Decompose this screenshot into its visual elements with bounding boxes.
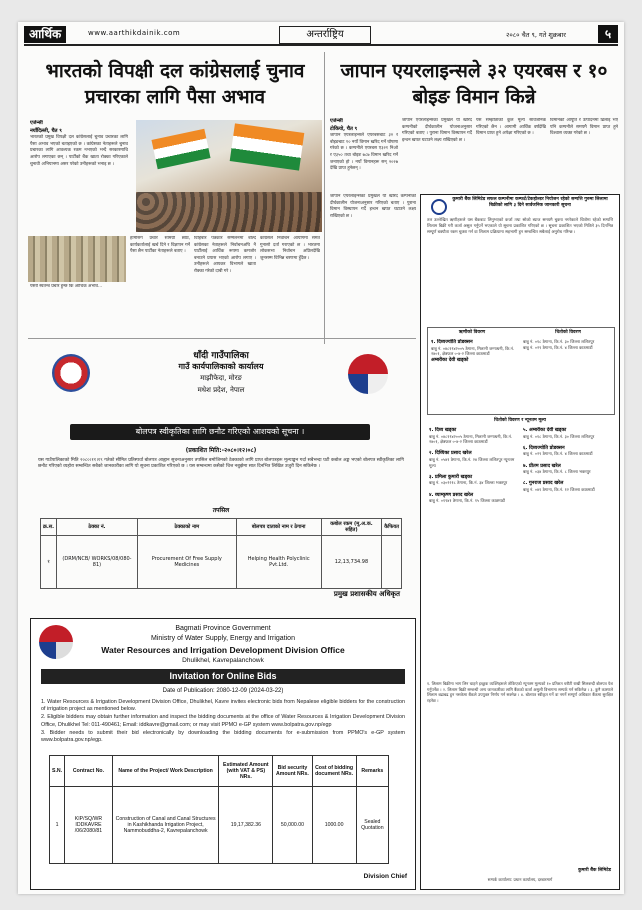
issue-date: २०८० चैत ९, गते शुक्रबार [506, 31, 566, 39]
notice-online-bids [30, 618, 416, 890]
office-name: Water Resources and Irrigation Development Division Office [101, 645, 345, 655]
notice-terms: १. लिलाम बिक्रीमा भाग लिन चाहने इच्छुक व्यक्तिहरूले तोकिएको न्यूनतम मूल्यको १० प्रतिशत धरौटी राखी सिलबन्दी बोलपत्र पेश गर्नुपर्नेछ । २. लिलाम बिक्री सम्बन्धी अन्य जानकारीका लागि बैंकको कर्जा असुली विभागमा सम्पर्क गर्न सकिनेछ । ३. कुनै कारणले लिलाम बढाबढ हुन नसकेमा बैंकले उपयुक्त निर्णय गर्न सक्नेछ । ४. बोलपत्र स्वीकृत गर्ने वा नगर्ने सम्पूर्ण अधिकार बैंकमा सुरक्षित रहनेछ । [427, 681, 613, 703]
table-caption: तपसिल [212, 507, 230, 514]
headline-japan-airlines: जापान एयरलाइन्सले ३२ एयरबस र १० बोइङ विमान किन्ने [340, 60, 608, 108]
list-item-detail: बाबु नं. ०३०२२१८ ठेगाना, कि.नं. ३४ जिल्ला भक्तपुर [429, 480, 508, 486]
table-cell: 50,000.00 [273, 787, 312, 864]
collateral-text [523, 339, 609, 409]
table-cell: Helping Health Polyclinic Pvt.Ltd. [236, 536, 321, 589]
borrower-name: १. दिव्यज्योति प्रोडक्सन [431, 340, 473, 345]
govt-name: Bagmati Province Government [175, 625, 271, 632]
collateral-list-right [523, 427, 613, 675]
borrower-name: अम्बरीका देवी खड्को [431, 357, 469, 363]
flag-shape [230, 123, 305, 170]
instruction-item: 1. Water Resources & Irrigation Development Division Office, Dhulikhel, Kavre invites electronic bids from Nepalese eligible bidders for the construction of irrigation project as mentioned below. [41, 699, 405, 713]
section-name: अन्तर्राष्ट्रिय [279, 26, 371, 44]
list-item-title: ६. दिव्यज्योति प्रोडक्सन [523, 445, 565, 451]
story-congress-col2: हामीसँग प्रचार सामग्री छाप्ने, कार्यकर्तालाई खर्च दिने र विज्ञापन गर्ने पैसा छैन पार्टीका नेताहरूले बताए । [130, 236, 190, 255]
congress-rally-photo [136, 120, 322, 232]
list-item-detail: बाबु नं. ०५४१ ठेगाना, कि.नं. २४ जिल्ला ललितपुर न्यूनतम मूल्य [429, 456, 515, 468]
photo-caption: यस्तो स्वतन्त्र प्रचार हुन्छ कि आर्थिक अभाव... [30, 284, 103, 289]
table-cell [382, 536, 402, 589]
table-cell: १ [41, 536, 57, 589]
notice-banner: बोलपत्र स्वीकृतिका लागि छनौट गरिएको आशयको सूचना । [70, 424, 370, 440]
column-header: ठेक्का नं. [57, 519, 138, 536]
story-text: भारतको प्रमुख विपक्षी दल कांग्रेसलाई चुनाव प्रचारका लागि पैसा अभाव भएको बताइएको छ । कांग्रेसका नेताहरूले चुनाव प्रचारका लागि आवश्यक रकम नभएको भन्दै सरकारमाथि आरोप लगाएका छन् । पार्टीको बैंक खाता रोक्का गरिएकाले चुनावी अभियानमा असर परेको उनीहरूको भनाइ छ । [30, 135, 128, 167]
contract-table [40, 518, 402, 589]
borrower-text [431, 339, 517, 409]
notice-body: तल उल्लेखित ऋणीहरूले यस बैंकबाट लिनुभएको कर्जा तथा सोको ब्याज समयमै चुक्ता नगरेकाले धितोमा रहेको सम्पत्ति लिलाम बिक्री गरी कर्जा असुल गर्नुपर्ने भएकाले यो सूचना प्रकाशित गरिएको छ । सूचना प्रकाशित भएको मितिले ३५ दिनभित्र सम्पूर्ण बक्यौता रकम चुक्ता गर्न वा लिलाम प्रक्रियामा सहभागी हुन सम्बन्धित सबैलाई अनुरोध गरिन्छ । [427, 217, 613, 234]
page-number: ५ [598, 25, 618, 43]
column-header: ठेक्काको नाम [137, 519, 236, 536]
story-jal-col3: यस सम्झौताको कुल मूल्य सार्वजनिक गरिएको छैन । आगामी आर्थिक वर्षदेखि विमान प्राप्त हुने अपेक्षा गरिएको छ । [476, 118, 546, 137]
org-name: धाँदी गाउँपालिका [193, 351, 249, 361]
notice-dhandi-municipality [30, 344, 412, 610]
column-header: Bid security Amount NRs. [273, 756, 312, 787]
instruction-item: 2. Eligible bidders may obtain further information and inspect the bidding documents at the office of Water Resources & Irrigation Development Division Office, Dhulikhel Tel: 011-490461; Email: iddkavre@gmail.com; or may visit PPMO e-GP system www.bolpatra.gov.np/egp [41, 714, 405, 728]
dateline: नयाँदिल्ली, चैत ९ [30, 127, 62, 134]
story-jal-col1 [330, 118, 398, 190]
bank-logo-icon [431, 199, 447, 215]
notice-bank-auction [420, 194, 620, 890]
column-header: क्र.स. [41, 519, 57, 536]
org-office: गाउँ कार्यपालिकाको कार्यालय [178, 362, 264, 371]
table-cell: Construction of Canal and Canal Structures in Kashikhanda Irrigation Project, Nammobuddha-2, Kavrepalanchowk [112, 787, 219, 864]
table-cell: 19,17,382.36 [219, 787, 273, 864]
list-item-title: ४. व्याम्कृष्ण प्रसाद खरेल [429, 492, 474, 498]
newspaper-logo[interactable]: आर्थिक [24, 26, 66, 43]
list-item-title: ३. प्रमिला कुमारी खड्का [429, 474, 473, 480]
list-item-detail: बाबु नं. ०१८ ठेगाना, कि.नं. ३० जिल्ला ललितपुर [523, 433, 595, 439]
flag-shape [151, 129, 210, 170]
list-item-detail: बाबु नं. ०३४ ठेगाना, कि.नं. ८ जिल्ला भक्तपुर [523, 469, 591, 475]
publish-date: (प्रकाशित मिति:-२०८०।१२।०८) [185, 447, 257, 454]
signature: Division Chief [363, 873, 407, 880]
org-province: मधेश प्रदेश, नेपाल [197, 386, 245, 394]
invitation-banner: Invitation for Online Bids [41, 669, 405, 684]
label-collateral-value: धितोको विवरण र न्यूनतम मूल्य [494, 418, 546, 423]
contact-line: सम्पर्क कार्यालय: प्रधान कार्यालय, दरबारमार्ग [487, 877, 553, 882]
table-row [50, 787, 389, 864]
list-item-detail: बाबु नं. ०२९ ठेगाना, कि.नं. ४ जिल्ला काठमाडौं [523, 451, 593, 457]
bid-instructions [41, 699, 405, 745]
collateral-detail: बाबु नं. ०१८ ठेगाना, कि.नं. ३० जिल्ला ललितपुर [523, 339, 595, 344]
label-collateral: धितोको विवरण [555, 330, 581, 335]
list-item-title: १. दिव्य खड्का [429, 428, 457, 433]
section-divider [28, 338, 416, 339]
table-cell: 1000.00 [312, 787, 356, 864]
borrower-detail: बाबु नं. ०४८१९४२००५ ठेगाना, मिलानी जग्गाधनी, कि.नं. २४०१, क्षेत्रफल ०-४-२ जिल्ला काठमाडौं [431, 345, 515, 357]
kicker: एजेन्सी [30, 120, 43, 126]
signature: प्रमुख प्रशासकीय अधिकृत [333, 590, 400, 598]
column-divider [324, 52, 325, 344]
office-address: Dhulikhel, Kavrepalanchowk [182, 657, 264, 664]
instruction-item: 3. Bidder needs to submit their bid electronically by downloading the bidding documents for e-submission from PPMO's e-GP system www.bolpatra.gov.np/egp. [41, 729, 405, 744]
org-address: माझीफेदा, मोरङ [200, 374, 242, 382]
list-item-detail: बाबु नं. ०४८१९४२००५ ठेगाना, मिलानी जग्गाधनी, कि.नं. २४०१, क्षेत्रफल ०-४-२ जिल्ला काठमाडौं [429, 433, 513, 445]
story-congress-col4: कांग्रेसले निर्वाचन आयोगमा समेत गुनासो दर्ता गराएको छ । भारतमा लोकसभा निर्वाचन अप्रिलदेखि जुनसम्म विभिन्न चरणमा हुँदैछ । [260, 236, 320, 261]
story-congress-col3: विहिबार पत्रकार सम्मेलनमा बोल्दै कांग्रेसका नेताहरूले निर्वाचनअघि नै पार्टीलाई आर्थिक रूपमा कमजोर बनाउने प्रयास भएको आरोप लगाए । उनीहरूले आयकर विभागले खाता रोक्का गरेको दाबी गरे । [194, 236, 256, 274]
crowd-shape [136, 192, 322, 232]
headline-congress: भारतको विपक्षी दल कांग्रेसलाई चुनाव प्रचारका लागि पैसा अभाव [45, 60, 305, 108]
table-cell: Procurement Of Free Supply Medicines [137, 536, 236, 589]
story-jal-col2: जापान एयरलाइन्सका प्रमुखले यो खरिद कम्पनीको दीर्घकालीन योजनाअनुसार गरिएको बताए । पुराना विमान विस्थापन गर्दै इन्धन खपत घटाउने लक्ष्य राखिएको छ । [402, 118, 472, 143]
column-header: Name of the Project/ Work Description [112, 756, 219, 787]
notice-heading: कुमारी बैंक लिमिटेड सफल कम्पनीमा कम्फर्ट/टेकहोल्डर नियोजन रहेको सम्पत्ति गुरुमा लिलामा बिक्रीको लागि ३ दिने सार्वजनिक जानकारी सूचना [452, 197, 608, 208]
masthead [24, 26, 618, 46]
list-item-title: ५. अम्बरीका देवी खड्का [523, 428, 567, 433]
column-header: Remarks [356, 756, 388, 787]
kicker: एजेन्सी [330, 118, 343, 124]
list-item-title: २. दिव्यिका प्रसाद खरेल [429, 451, 472, 457]
newspaper-page [18, 22, 624, 894]
story-jal-col4: विमानको आपूर्ति र उत्पादनमा ढिलाइ भए पनि कम्पनीले समयमै विमान प्राप्त हुने विश्वास व्यक्त गरेको छ । [550, 118, 618, 137]
table-cell: Sealed Quotation [356, 787, 388, 864]
collateral-list-left [429, 427, 519, 675]
column-header: S.N. [50, 756, 65, 787]
table-cell: 12,13,734.98 [321, 536, 382, 589]
list-item-title: ८. गुनराज प्रसाद खरेल [523, 481, 564, 487]
table-row [41, 536, 402, 589]
table-cell: (DRM/NCB/ WORKS/08/080-81) [57, 536, 138, 589]
ministry-name: Ministry of Water Supply, Energy and Irrigation [151, 635, 295, 642]
notice-body: यस गाउँपालिकाको मिति २०८०।११।१९ गतेको सीमित प्रतिस्पर्धा बोलपत्र आह्वान सूचनाअनुसार तपसिल बमोजिमको ठेक्काको लागि प्राप्त बोलपत्रहरू मूल्याङ्कन गर्दा सबैभन्दा घटी कबोल अङ्क भएको बोलपत्र स्वीकृतिका लागि छनौट गरिएको व्यहोरा सम्बन्धित सबैको जानकारीका लागि यो सूचना प्रकाशित गरिएको छ । यस सम्बन्धमा कसैको चित्त नबुझेमा सात दिनभित्र लिखित उजुरी दिन सकिनेछ । [38, 458, 404, 470]
website-url[interactable]: www.aarthikdainik.com [88, 29, 181, 37]
column-header: Estimated Amount (with VAT & PS) NRs. [219, 756, 273, 787]
list-item-detail: बाबु नं. ०४१ ठेगाना, कि.नं. १२ जिल्ला काठमाडौं [523, 486, 595, 492]
column-header: Cost of bidding document NRs. [312, 756, 356, 787]
column-header: Contract No. [65, 756, 113, 787]
story-congress-col1 [30, 120, 128, 232]
column-header: कबोल रकम (मू.अ.क. सहित) [321, 519, 382, 536]
column-header: कैफियत [382, 519, 402, 536]
publication-date: Date of Publication: 2080-12-09 (2024-03-22) [162, 688, 284, 694]
list-item-title: ७. प्रीतम प्रसाद खरेल [523, 463, 561, 469]
dateline: टोकियो, चैत ९ [330, 125, 358, 132]
bid-table [49, 755, 389, 864]
label-borrower: ऋणीको विवरण [458, 330, 486, 335]
column-header: बोलपत्र दाताको नाम र ठेगाना [236, 519, 321, 536]
table-cell: 1 [50, 787, 65, 864]
collateral-detail: बाबु नं. ०२९ ठेगाना, कि.नं. ४ जिल्ला काठमाडौं [523, 344, 593, 350]
currency-notes-photo [28, 236, 126, 282]
story-text: जापान एयरलाइन्सले एयरबसबाट ३२ र बोइङबाट १० नयाँ विमान खरिद गर्ने घोषणा गरेको छ । कम्पनीले एयरबस ए३२१ निओ र ए३५० तथा बोइङ ७८७ विमान खरिद गर्ने जनाएको हो । नयाँ विमानहरू सन् २०२७ देखि प्राप्त हुनेछन् । [330, 133, 398, 172]
signature: कुमारी बैंक लिमिटेड [578, 868, 611, 873]
table-cell: KIP/SQ/WR IDDKAVRE /06/2080/81 [65, 787, 113, 864]
list-item-detail: बाबु नं. ०१९४१ ठेगाना, कि.नं. १५ जिल्ला काठमाडौं [429, 498, 505, 504]
story-jal-continued: जापान एयरलाइन्सका प्रमुखले यो खरिद कम्पनीको दीर्घकालीन योजनाअनुसार गरिएको बताए । पुराना विमान विस्थापन गर्दै इन्धन खपत घटाउने लक्ष्य राखिएको छ । [330, 194, 416, 219]
